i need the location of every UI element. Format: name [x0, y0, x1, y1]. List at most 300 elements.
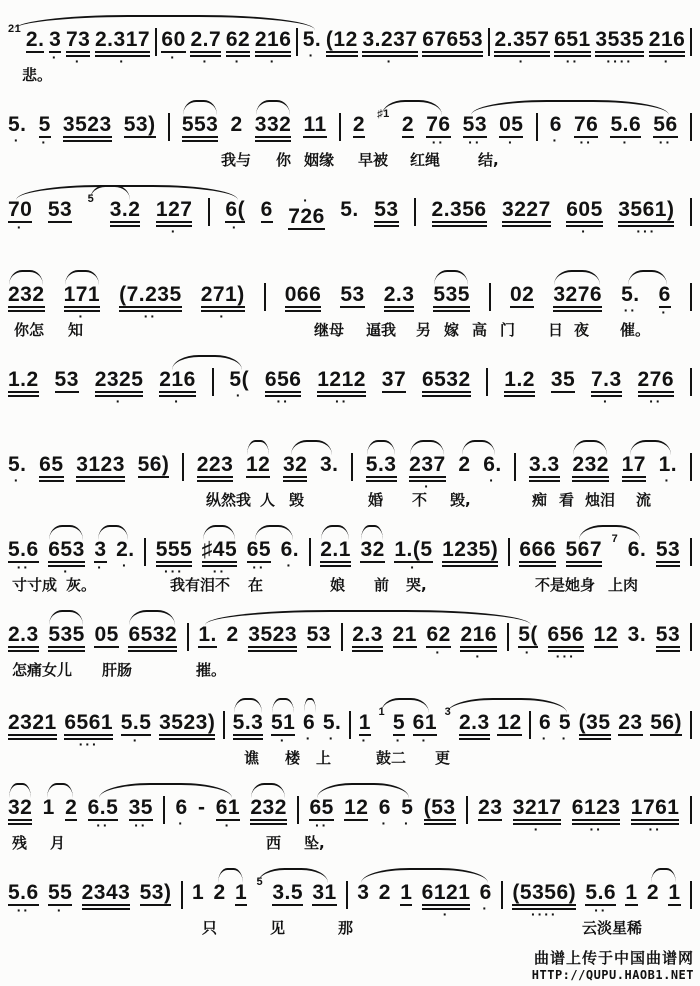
note-group: 5 · — [558, 711, 572, 746]
bar-line — [351, 453, 353, 481]
lyric-syllable: 上肉 — [608, 576, 639, 594]
note-group: 17 — [622, 453, 646, 490]
bar-line — [690, 28, 692, 56]
note-group: 6123 ·· — [571, 796, 621, 837]
note-group: 2.356 — [432, 198, 487, 235]
note-group: 535 — [433, 283, 470, 320]
slur-arc — [90, 185, 130, 200]
note-group: 3276 — [553, 283, 602, 320]
note-group: 232 — [8, 283, 45, 320]
note-group: 216 · — [648, 28, 686, 69]
note-group: 05 — [94, 623, 119, 646]
note-group: 276 ·· — [637, 368, 675, 409]
note-group: 5. · — [322, 711, 342, 746]
note-group: 65 — [39, 453, 63, 490]
lyric-syllable: 我与 — [221, 151, 252, 169]
bar-line — [529, 711, 531, 739]
note-group: 2325 · — [94, 368, 144, 409]
note-group: 2.317 · — [95, 28, 151, 69]
note-group: 216 · — [460, 623, 497, 664]
bar-line — [349, 711, 351, 739]
note-group: 35 ·· — [128, 796, 153, 833]
bar-line — [489, 283, 491, 311]
score-line — [8, 12, 692, 96]
note-group: 2.7 · — [190, 28, 222, 69]
slur-arc — [47, 783, 73, 798]
note-group: 21 — [392, 623, 417, 646]
note-group: 6.5 ·· — [87, 796, 119, 833]
note-group: 53) — [139, 881, 172, 904]
lyric-syllable: 鼓二 — [376, 749, 407, 767]
note-group: 62 · — [426, 623, 451, 660]
note-group: 5.6 ·· — [585, 881, 617, 918]
bar-line — [168, 113, 170, 141]
bar-line — [536, 113, 538, 141]
note-group: 5.6 ·· — [8, 881, 39, 918]
note-group: 2.3 — [459, 711, 490, 748]
grace-note: 7 — [611, 533, 619, 545]
note-group: 12 — [344, 796, 369, 819]
bar-line — [488, 28, 490, 56]
note-group: 32 — [8, 796, 32, 833]
slur-arc — [272, 698, 294, 713]
note-group: 53 — [656, 623, 680, 660]
score-line — [8, 352, 692, 436]
music-row — [8, 522, 692, 579]
note-group: 2 — [378, 881, 391, 904]
slur-arc — [382, 100, 442, 115]
lyric-syllable: 催。 — [620, 321, 651, 339]
slur-arc — [447, 698, 566, 713]
slur-arc — [628, 270, 667, 285]
note-group: 2. — [25, 28, 45, 51]
note-group: 05 · — [499, 113, 524, 150]
slur-arc — [251, 783, 285, 798]
note-group: 5. — [340, 198, 359, 221]
note-group: 3.5 — [272, 881, 304, 904]
note-group: 651 ·· — [554, 28, 591, 69]
note-group: 67653 — [422, 28, 483, 65]
note-group: 6 · — [549, 113, 562, 148]
bar-line — [144, 538, 146, 566]
lyric-syllable: 你怎 — [14, 321, 45, 339]
slur-arc — [205, 610, 531, 625]
bar-line — [508, 538, 510, 566]
slur-arc — [381, 698, 428, 713]
note-group: 3523 — [248, 623, 297, 660]
note-group: 6. · — [483, 453, 502, 488]
lyric-syllable: 烛泪 — [585, 491, 616, 509]
note-group: 02 — [509, 283, 535, 306]
lyric-syllable: 纵然我 — [206, 491, 252, 509]
grace-note: 1 — [378, 706, 386, 718]
note-group: 2 — [226, 623, 239, 646]
note-group: 53 — [47, 198, 73, 221]
slur-arc — [65, 270, 99, 285]
note-group: 6 · — [303, 711, 316, 746]
note-group: 1 — [42, 796, 55, 819]
note-group: 656 ··· — [547, 623, 585, 664]
lyric-syllable: 见 — [270, 919, 286, 937]
bar-line — [501, 881, 503, 909]
note-group: 5.3 — [366, 453, 397, 490]
bar-line — [309, 538, 311, 566]
lyric-syllable: 谯 — [244, 749, 260, 767]
note-group: 6 · — [538, 711, 552, 746]
bar-line — [163, 796, 165, 824]
lyric-syllable: 不是她身 — [535, 576, 596, 594]
note-group: 271) · — [200, 283, 245, 324]
note-group: 656 ·· — [264, 368, 302, 409]
slur-arc — [410, 440, 444, 455]
slur-arc — [9, 783, 31, 798]
music-row — [8, 865, 692, 922]
slur-arc — [579, 525, 640, 540]
note-group: 5. ·· — [621, 283, 640, 318]
note-group: 6. — [627, 538, 647, 561]
note-group: 2 — [458, 453, 471, 476]
note-group: - — [197, 796, 206, 819]
lyric-syllable: 哭, — [406, 576, 427, 594]
bar-line — [690, 623, 692, 651]
music-row — [8, 182, 692, 238]
score-line — [8, 437, 692, 521]
note-group: 23 — [618, 711, 643, 734]
slur-arc — [291, 440, 332, 455]
score-line — [8, 607, 692, 691]
lyric-syllable: 那 — [338, 919, 354, 937]
note-group: 553 — [182, 113, 219, 150]
note-group: 53 — [340, 283, 365, 306]
slur-arc — [99, 783, 232, 798]
note-group: 5.3 — [233, 711, 264, 748]
lyric-syllable: 月 — [50, 834, 66, 852]
bar-line — [486, 368, 488, 396]
lyric-syllable: 不 — [412, 491, 428, 509]
note-group: 2.1 — [320, 538, 351, 575]
note-group: 1.(5 · — [394, 538, 433, 575]
lyric-syllable: 怎痛女儿 — [12, 661, 73, 679]
note-group: 1235) — [442, 538, 498, 575]
lyric-syllable: 摧。 — [196, 661, 227, 679]
note-group: 5.5 · — [120, 711, 152, 748]
note-group: 35 — [550, 368, 576, 391]
lyric-syllable: 另 — [416, 321, 432, 339]
note-group: 60 · — [161, 28, 186, 65]
lyric-syllable: 流 — [636, 491, 652, 509]
bar-line — [507, 623, 509, 651]
note-group: 3523) — [159, 711, 215, 748]
note-group: 76 ·· — [574, 113, 599, 150]
footer — [532, 947, 694, 982]
grace-note: 21 — [8, 23, 22, 35]
note-group: 216 · — [159, 368, 196, 409]
lyric-syllable: 云淡星稀 — [582, 919, 643, 937]
note-group: 3.3 — [529, 453, 560, 490]
lyric-syllable: 日 — [548, 321, 564, 339]
lyric-syllable: 毁 — [289, 491, 305, 509]
bar-line — [187, 623, 189, 651]
score-line — [8, 267, 692, 351]
bar-line — [690, 283, 692, 311]
note-group: 65 ·· — [309, 796, 334, 833]
lyric-syllable: 姻缘 — [304, 151, 335, 169]
bar-line — [346, 881, 348, 909]
music-row — [8, 12, 692, 69]
note-group: 066 — [285, 283, 322, 320]
note-group: 535 — [48, 623, 85, 660]
note-group: 3.2 — [110, 198, 141, 235]
note-group: 1 · — [358, 711, 371, 748]
note-group: 5 · — [401, 796, 414, 831]
note-group: 3. — [319, 453, 339, 476]
lyric-syllable: 早被 — [358, 151, 389, 169]
score-line — [8, 865, 692, 949]
slur-arc — [172, 355, 242, 370]
note-group: 12 — [497, 711, 522, 734]
note-group: 605 · — [566, 198, 603, 239]
slur-arc — [129, 610, 175, 625]
note-group: 2 — [213, 881, 226, 904]
note-group: 555 ··· — [155, 538, 193, 579]
note-group: 3. — [627, 623, 647, 646]
lyric-syllable: 寸寸成 — [12, 576, 58, 594]
source-url-text: HTTP://QUPU.HAOB1.NET — [531, 968, 694, 982]
bar-line — [341, 623, 343, 651]
score-line — [8, 97, 692, 181]
slur-arc — [471, 100, 668, 115]
note-group: 6 · — [175, 796, 188, 831]
slur-arc — [321, 525, 349, 540]
slur-arc — [98, 525, 128, 540]
note-group: 2.3 — [384, 283, 415, 320]
slur-arc — [234, 698, 262, 713]
note-group: 56) — [650, 711, 683, 734]
note-group: 1761 ·· — [630, 796, 680, 837]
note-group: 6532 — [128, 623, 177, 660]
bar-line — [208, 198, 210, 226]
lyric-syllable: 红绳 — [410, 151, 441, 169]
note-group: 1 — [234, 881, 248, 904]
note-group: 2 — [401, 113, 415, 136]
note-group: 23 — [478, 796, 503, 819]
bar-line — [296, 28, 298, 56]
note-group: 1.2 — [8, 368, 39, 405]
slur-arc — [434, 270, 468, 285]
note-group: 7.3 · — [590, 368, 622, 409]
lyric-syllable: 人 — [260, 491, 276, 509]
note-group: 37 — [381, 368, 407, 391]
note-group: 3523 — [63, 113, 112, 150]
note-group: 5. · — [8, 453, 27, 488]
note-group: (35 — [579, 711, 611, 748]
note-group: 53 — [54, 368, 79, 391]
note-group: 53 — [656, 538, 680, 575]
note-group: 232 — [250, 796, 287, 833]
note-group: 53 ·· — [462, 113, 488, 150]
lyric-syllable: 只 — [202, 919, 218, 937]
bar-line — [690, 796, 692, 824]
upload-credit-text: 曲谱上传于中国曲谱网 — [533, 950, 694, 967]
slur-arc — [651, 868, 676, 883]
note-group: 2343 — [82, 881, 131, 918]
note-group: (7.235 ·· — [119, 283, 182, 324]
note-group: 232 — [572, 453, 609, 490]
note-group: 32 — [360, 538, 385, 561]
note-group: 3561) ··· — [618, 198, 675, 239]
note-group: 56) — [137, 453, 170, 476]
note-group: 5. · — [8, 113, 27, 148]
slur-arc — [203, 525, 235, 540]
slur-arc — [462, 440, 495, 455]
note-group: 3 — [357, 881, 370, 904]
lyric-syllable: 西 — [266, 834, 282, 852]
bar-line — [182, 453, 184, 481]
note-group: 5.6 · — [610, 113, 642, 150]
note-group: (53 — [424, 796, 456, 833]
note-group: 3217 · — [512, 796, 562, 837]
note-group: 1. — [198, 623, 217, 646]
note-group: 2 — [352, 113, 366, 136]
lyric-syllable: 看 — [559, 491, 575, 509]
bar-line — [223, 711, 225, 739]
note-group: 56 ·· — [653, 113, 678, 150]
note-group: 127 · — [155, 198, 193, 239]
bar-line — [155, 28, 157, 56]
slur-arc — [258, 868, 327, 883]
slur-arc — [49, 610, 83, 625]
slur-arc — [367, 440, 395, 455]
note-group: 53) — [123, 113, 156, 136]
slur-arc — [255, 525, 293, 540]
grace-note: 5 — [256, 876, 264, 888]
note-group: 1 — [625, 881, 638, 904]
bar-line — [690, 453, 692, 481]
slur-arc — [49, 525, 83, 540]
note-group: 6 · — [658, 283, 671, 320]
note-group: 1. · — [658, 453, 678, 488]
note-group: 5. · — [302, 28, 322, 63]
note-group: · 726 — [288, 192, 325, 228]
note-group: 3227 — [502, 198, 551, 235]
music-row — [8, 695, 692, 752]
note-group: 2 — [230, 113, 243, 136]
slur-arc — [630, 440, 671, 455]
music-row — [8, 437, 692, 494]
slur-arc — [573, 440, 607, 455]
note-group: 2.357 · — [494, 28, 550, 69]
slur-arc — [361, 525, 383, 540]
bar-line — [514, 453, 516, 481]
slur-arc — [218, 868, 243, 883]
note-group: 216 · — [254, 28, 292, 69]
note-group: 5.6 ·· — [8, 538, 39, 575]
note-group: 6121 · — [421, 881, 471, 922]
note-group: 11 — [303, 113, 327, 136]
bar-line — [690, 538, 692, 566]
slur-arc — [554, 270, 600, 285]
bar-line — [339, 113, 341, 141]
note-group: 3 · — [49, 28, 62, 65]
grace-note: 3 — [444, 706, 452, 718]
bar-line — [264, 283, 266, 311]
note-group: 65 ·· — [246, 538, 272, 575]
note-group: 223 — [197, 453, 234, 490]
note-group: 73 · — [65, 28, 91, 69]
lyric-syllable: 你 — [276, 151, 292, 169]
slur-arc — [304, 698, 316, 713]
note-group: 6561 ··· — [64, 711, 114, 752]
note-group: 567 — [566, 538, 603, 575]
slur-arc — [9, 270, 43, 285]
note-group: 5( · — [518, 623, 538, 660]
lyric-syllable: 毁, — [450, 491, 471, 509]
lyric-syllable: 夜 — [574, 321, 590, 339]
lyric-syllable: 逼我 — [366, 321, 397, 339]
score-line — [8, 522, 692, 606]
note-group: 6 · — [479, 881, 492, 916]
lyric-syllable: 残 — [12, 834, 28, 852]
lyric-syllable: 婚 — [368, 491, 384, 509]
note-group: 70 · — [8, 198, 33, 235]
score-line — [8, 182, 692, 266]
note-group: 31 — [312, 881, 337, 904]
slur-arc — [317, 783, 408, 798]
note-group: 5 · — [392, 711, 405, 748]
note-group: 5 · — [38, 113, 51, 150]
note-group: 2321 — [8, 711, 57, 748]
slur-arc — [183, 100, 217, 115]
note-group: 12 — [593, 623, 619, 646]
note-group: 1212 ·· — [317, 368, 366, 409]
note-group: (12 — [326, 28, 358, 65]
bar-line — [414, 198, 416, 226]
note-group: 2 — [65, 796, 78, 819]
note-group: 3.237 · — [362, 28, 418, 69]
note-group: 1 — [400, 881, 413, 904]
lyric-syllable: 知 — [68, 321, 84, 339]
lyric-syllable: 前 — [374, 576, 390, 594]
note-group: 3 · — [94, 538, 107, 575]
note-group: 6532 — [422, 368, 471, 405]
lyric-syllable: 在 — [248, 576, 264, 594]
lyric-syllable: 娘 — [330, 576, 346, 594]
note-group: 2.3 — [352, 623, 383, 660]
note-group: (5356) ···· — [512, 881, 577, 922]
slur-arc — [361, 868, 488, 883]
music-row — [8, 352, 692, 409]
score-line — [8, 780, 692, 864]
slur-arc — [256, 100, 290, 115]
bar-line — [212, 368, 214, 396]
note-group: 55 · — [47, 881, 73, 918]
note-group: 171 · — [63, 283, 101, 324]
lyric-syllable: 继母 — [314, 321, 345, 339]
lyric-syllable: 肝肠 — [102, 661, 133, 679]
note-group: 32 — [283, 453, 307, 490]
lyric-syllable: 我有泪不 — [170, 576, 231, 594]
bar-line — [466, 796, 468, 824]
grace-note: 5 — [87, 193, 95, 205]
music-row — [8, 607, 692, 664]
note-group: 3123 — [76, 453, 125, 490]
lyric-syllable: 嫁 — [444, 321, 460, 339]
lyric-syllable: 痴 — [532, 491, 548, 509]
note-group: 6 — [260, 198, 273, 221]
bar-line — [690, 113, 692, 141]
music-row — [8, 97, 692, 150]
note-group: 237 · — [409, 453, 446, 494]
